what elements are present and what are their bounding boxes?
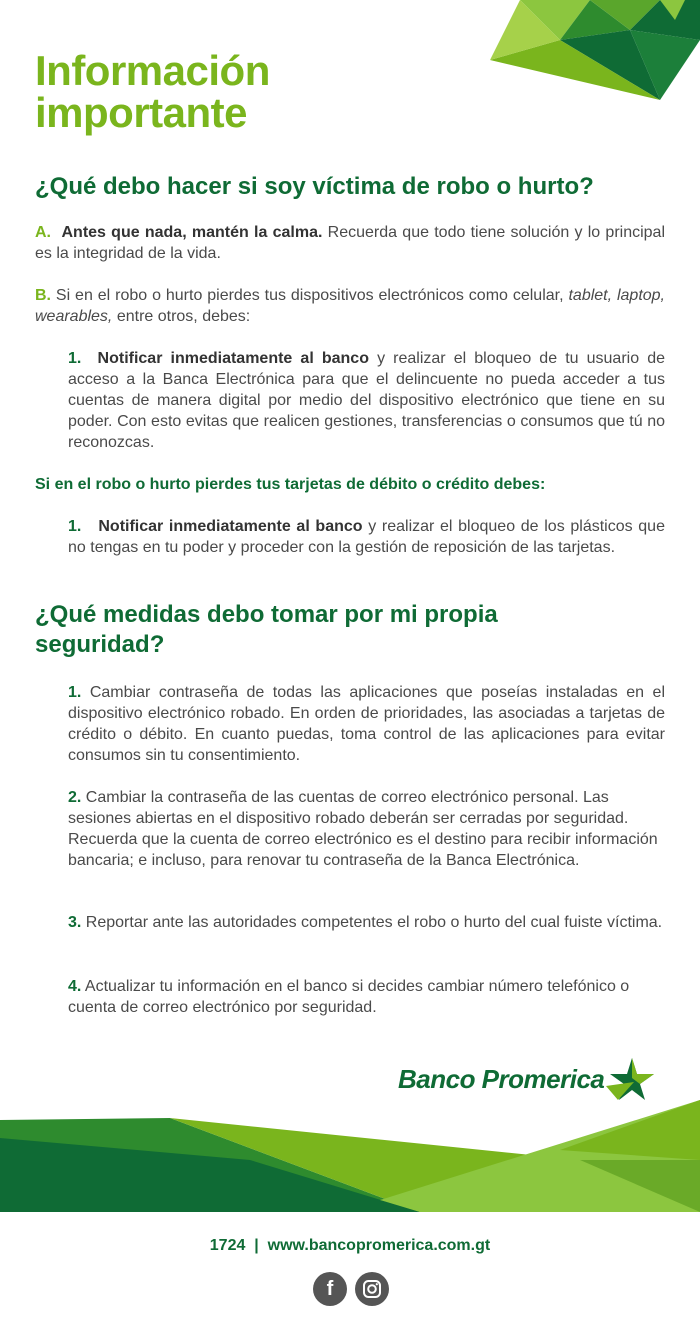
facebook-icon[interactable]: [313, 1272, 347, 1306]
instagram-icon[interactable]: [355, 1272, 389, 1306]
title-line1: Información: [35, 47, 270, 94]
logo-text: Banco Promerica: [398, 1063, 605, 1094]
facebook-glyph: f: [326, 1277, 334, 1300]
title-line2: importante: [35, 89, 248, 136]
text-b1: Si en el robo o hurto pierdes tus dispositivos electrónicos como celular,: [51, 287, 569, 304]
bold-b1: Notificar inmediatamente al banco: [97, 350, 369, 367]
item-number: 3.: [68, 914, 82, 931]
contact-info: [0, 1237, 700, 1255]
section2-heading-line2: seguridad?: [35, 631, 165, 658]
item-text: Cambiar la contraseña de las cuentas de correo electrónico personal. Las sesiones abiertas en el dispositivo robado deberán ser cerradas por seguridad. Recuerda que la cuenta de correo electrónico es el destino para recibir información bancaria; e incluso, para renovar tu contraseña de la Banca Electrónica.: [68, 789, 658, 869]
separator: |: [254, 1237, 259, 1254]
label-b: B.: [35, 287, 51, 304]
item-number: 1.: [68, 684, 82, 701]
list-item: [68, 976, 665, 1018]
list-item: [68, 912, 665, 933]
bottom-geometric-decoration: [0, 1100, 700, 1212]
bold-a: Antes que nada, mantén la calma.: [61, 224, 323, 241]
phone-number: 1724: [209, 1237, 246, 1254]
item-number: 4.: [68, 978, 82, 995]
text-a: Recuerda que todo tiene solución y lo principal es la integridad de la vida.: [35, 224, 666, 262]
text-b1-body: y realizar el bloqueo de tu usuario de acceso a la Banca Electrónica para que el delincuente no pueda acceder a tus cuentas de manera digital por medio del dispositivo electrónico que tiene en su poder. Con esto evitas que realicen gestiones, transferencias o consumos que tú no reconozcas.: [68, 350, 665, 451]
section1-heading: ¿Qué debo hacer si soy víctima de robo o hurto?: [35, 173, 594, 200]
paragraph-b1: [68, 348, 665, 453]
label-a: A.: [35, 224, 51, 241]
italic-b: tablet, laptop, wearables,: [35, 287, 666, 325]
bold-c1: Notificar inmediatamente al banco: [98, 518, 363, 535]
item-text: Actualizar tu información en el banco si decides cambiar número telefónico o cuenta de correo electrónico por seguridad.: [68, 978, 630, 1016]
top-geometric-decoration: [460, 0, 700, 100]
num-b1: 1.: [68, 350, 82, 367]
item-text: Reportar ante las autoridades competentes el robo o hurto del cual fuiste víctima.: [81, 914, 663, 931]
paragraph-c1: [68, 516, 665, 558]
item-text: Cambiar contraseña de todas las aplicaciones que poseías instaladas en el dispositivo electrónico robado. En orden de prioridades, las asociadas a tarjetas de crédito o débito. En cuanto puedas, toma control de las aplicaciones para evitar consumos sin tu consentimiento.: [68, 684, 665, 764]
list-item: [68, 682, 665, 766]
section2-heading: [35, 600, 498, 660]
instagram-glyph: [362, 1279, 382, 1299]
bank-logo: [398, 1056, 654, 1102]
website-link[interactable]: www.bancopromerica.com.gt: [267, 1237, 491, 1254]
section2-heading-line1: ¿Qué medidas debo tomar por mi propia: [35, 601, 498, 628]
page-title: [35, 47, 270, 136]
social-links: [313, 1272, 389, 1306]
star-logo-icon: [604, 1056, 654, 1102]
cards-subheading: Si en el robo o hurto pierdes tus tarjetas de débito o crédito debes:: [35, 476, 546, 493]
num-c1: 1.: [68, 518, 82, 535]
list-item: [68, 787, 665, 871]
text-b2: entre otros, debes:: [112, 308, 251, 325]
paragraph-a: [35, 222, 665, 264]
paragraph-b: [35, 285, 665, 327]
text-c1: y realizar el bloqueo de los plásticos que no tengas en tu poder y proceder con la gestión de reposición de las tarjetas.: [68, 518, 665, 556]
footer: [0, 1212, 700, 1340]
item-number: 2.: [68, 789, 82, 806]
